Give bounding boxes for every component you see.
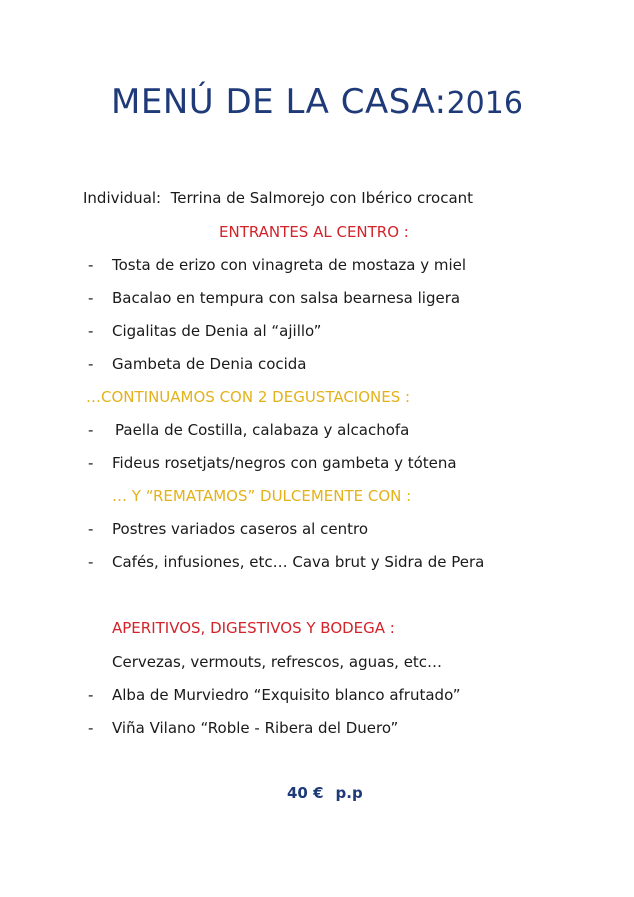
list-item: Bacalao en tempura con salsa bearnesa ligera [112,289,461,307]
list-dash: - [88,322,94,340]
price-amount: 40 € [287,784,324,802]
section-continuamos: …CONTINUAMOS CON 2 DEGUSTACIONES : [86,388,411,406]
individual-line [83,189,473,207]
list-dash: - [88,454,94,472]
page-title [0,82,634,122]
list-dash: - [88,553,94,571]
list-item: Alba de Murviedro “Exquisito blanco afrutado” [112,686,461,704]
list-dash: - [88,289,94,307]
list-item: Tosta de erizo con vinagreta de mostaza y miel [112,256,467,274]
individual-label: Individual: [83,189,162,207]
list-dash: - [88,686,94,704]
list-item: Paella de Costilla, calabaza y alcachofa [115,421,410,439]
list-dash: - [88,719,94,737]
section-entrantes: ENTRANTES AL CENTRO : [219,223,409,241]
list-item: Cigalitas de Denia al “ajillo” [112,322,322,340]
price-unit: p.p [335,784,363,802]
section-aperitivos: APERITIVOS, DIGESTIVOS Y BODEGA : [112,619,395,637]
list-dash: - [88,421,94,439]
title-main: MENÚ DE LA CASA: [111,82,447,122]
individual-text: Terrina de Salmorejo con Ibérico crocant [170,189,474,207]
section-rematamos: … Y “REMATAMOS” DULCEMENTE CON : [112,487,412,505]
bodega-intro: Cervezas, vermouts, refrescos, aguas, etc… [112,653,443,671]
list-item: Cafés, infusiones, etc… Cava brut y Sidra de Pera [112,553,485,571]
list-dash: - [88,355,94,373]
title-year: 2016 [446,86,523,121]
list-item: Postres variados caseros al centro [112,520,368,538]
price [287,784,363,802]
list-item: Fideus rosetjats/negros con gambeta y tótena [112,454,457,472]
list-item: Gambeta de Denia cocida [112,355,307,373]
list-dash: - [88,256,94,274]
list-item: Viña Vilano “Roble - Ribera del Duero” [112,719,399,737]
list-dash: - [88,520,94,538]
